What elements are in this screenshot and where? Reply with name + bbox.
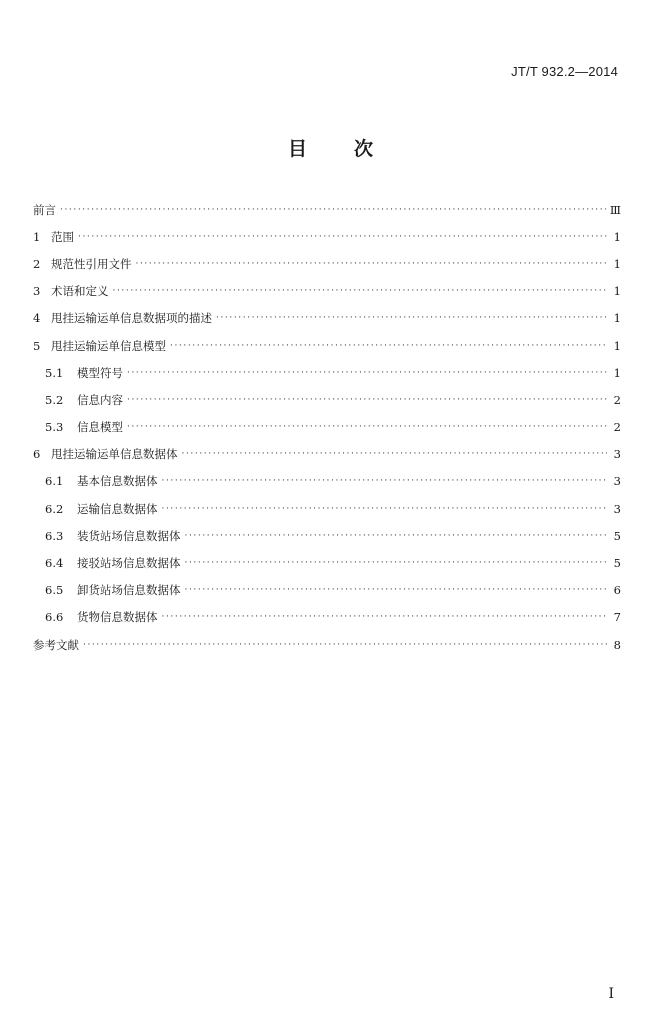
toc-entry[interactable] xyxy=(33,631,621,658)
toc-leader-dots xyxy=(162,504,608,514)
toc-entry[interactable] xyxy=(33,441,621,468)
toc-entry-number: 5.1 xyxy=(45,365,64,380)
toc-entry-number: 6.4 xyxy=(45,556,64,571)
toc-entry[interactable] xyxy=(33,359,621,386)
toc-entry-label: 卸货站场信息数据体 xyxy=(77,583,181,598)
toc-entry-page: 3 xyxy=(613,501,621,516)
title-char-right: 次 xyxy=(354,138,375,160)
toc-leader-dots xyxy=(127,368,607,378)
page-title xyxy=(0,134,662,161)
page-number: I xyxy=(608,986,614,1002)
table-of-contents xyxy=(33,196,621,658)
toc-entry-label: 接驳站场信息数据体 xyxy=(77,556,181,571)
toc-entry-number: 5.2 xyxy=(45,392,64,407)
toc-entry[interactable] xyxy=(33,549,621,576)
toc-entry-page: 8 xyxy=(613,637,621,652)
toc-entry-page: 1 xyxy=(613,284,621,299)
toc-entry-label: 信息内容 xyxy=(77,392,123,407)
toc-leader-dots xyxy=(83,640,607,650)
toc-entry-number: 1 xyxy=(33,229,41,244)
toc-entry-page: 2 xyxy=(613,420,621,435)
toc-leader-dots xyxy=(127,395,607,405)
toc-entry-label: 前言 xyxy=(33,202,56,217)
toc-entry-page: 3 xyxy=(613,447,621,462)
toc-entry-label: 信息模型 xyxy=(77,420,123,435)
toc-leader-dots xyxy=(113,286,608,296)
toc-leader-dots xyxy=(185,531,608,541)
toc-entry-label: 甩挂运输运单信息数据体 xyxy=(51,447,178,462)
toc-leader-dots xyxy=(136,259,608,269)
toc-entry-label: 范围 xyxy=(51,229,74,244)
toc-entry-number: 5 xyxy=(33,338,41,353)
toc-entry-number: 3 xyxy=(33,284,41,299)
toc-entry-page: 5 xyxy=(613,528,621,543)
toc-entry-number: 6.1 xyxy=(45,474,64,489)
toc-entry-number: 6.3 xyxy=(45,528,64,543)
toc-entry-label: 参考文献 xyxy=(33,637,79,652)
toc-entry-page: 1 xyxy=(613,365,621,380)
toc-entry-page: 1 xyxy=(613,229,621,244)
toc-entry[interactable] xyxy=(33,522,621,549)
toc-entry-label: 术语和定义 xyxy=(51,284,109,299)
toc-entry-label: 装货站场信息数据体 xyxy=(77,528,181,543)
toc-entry[interactable] xyxy=(33,278,621,305)
toc-entry[interactable] xyxy=(33,414,621,441)
toc-entry[interactable] xyxy=(33,495,621,522)
toc-entry-number: 4 xyxy=(33,311,41,326)
toc-leader-dots xyxy=(170,341,607,351)
toc-entry-page: 1 xyxy=(613,338,621,353)
toc-leader-dots xyxy=(78,232,607,242)
toc-entry[interactable] xyxy=(33,604,621,631)
toc-entry[interactable] xyxy=(33,577,621,604)
toc-entry-number: 5.3 xyxy=(45,420,64,435)
toc-entry[interactable] xyxy=(33,305,621,332)
toc-entry-number: 6.5 xyxy=(45,583,64,598)
toc-entry-page: 3 xyxy=(613,474,621,489)
toc-entry-number: 6.2 xyxy=(45,501,64,516)
toc-entry-page: 5 xyxy=(613,556,621,571)
toc-entry-number: 6 xyxy=(33,447,41,462)
toc-entry-number: 6.6 xyxy=(45,610,64,625)
toc-entry[interactable] xyxy=(33,250,621,277)
toc-leader-dots xyxy=(182,449,608,459)
toc-entry-page: 6 xyxy=(613,583,621,598)
toc-entry-label: 货物信息数据体 xyxy=(77,610,158,625)
toc-entry-page: 7 xyxy=(613,610,621,625)
toc-entry[interactable] xyxy=(33,332,621,359)
toc-entry-label: 规范性引用文件 xyxy=(51,256,132,271)
toc-leader-dots xyxy=(185,585,608,595)
toc-leader-dots xyxy=(185,558,608,568)
toc-entry[interactable] xyxy=(33,468,621,495)
toc-entry[interactable] xyxy=(33,386,621,413)
toc-entry[interactable] xyxy=(33,196,621,223)
toc-entry-number: 2 xyxy=(33,256,41,271)
toc-leader-dots xyxy=(60,205,606,215)
title-char-left: 目 xyxy=(287,138,308,160)
toc-entry-label: 基本信息数据体 xyxy=(77,474,158,489)
toc-entry-page: 1 xyxy=(613,256,621,271)
toc-entry[interactable] xyxy=(33,223,621,250)
toc-entry-label: 甩挂运输运单信息数据项的描述 xyxy=(51,311,212,326)
toc-entry-label: 运输信息数据体 xyxy=(77,501,158,516)
toc-leader-dots xyxy=(216,313,607,323)
toc-entry-page: Ⅲ xyxy=(609,202,621,217)
toc-entry-label: 模型符号 xyxy=(77,365,123,380)
toc-leader-dots xyxy=(162,612,608,622)
toc-leader-dots xyxy=(162,476,608,486)
document-code: JT/T 932.2—2014 xyxy=(511,64,618,79)
toc-entry-page: 1 xyxy=(613,311,621,326)
toc-leader-dots xyxy=(127,422,607,432)
toc-entry-label: 甩挂运输运单信息模型 xyxy=(51,338,166,353)
toc-entry-page: 2 xyxy=(613,392,621,407)
